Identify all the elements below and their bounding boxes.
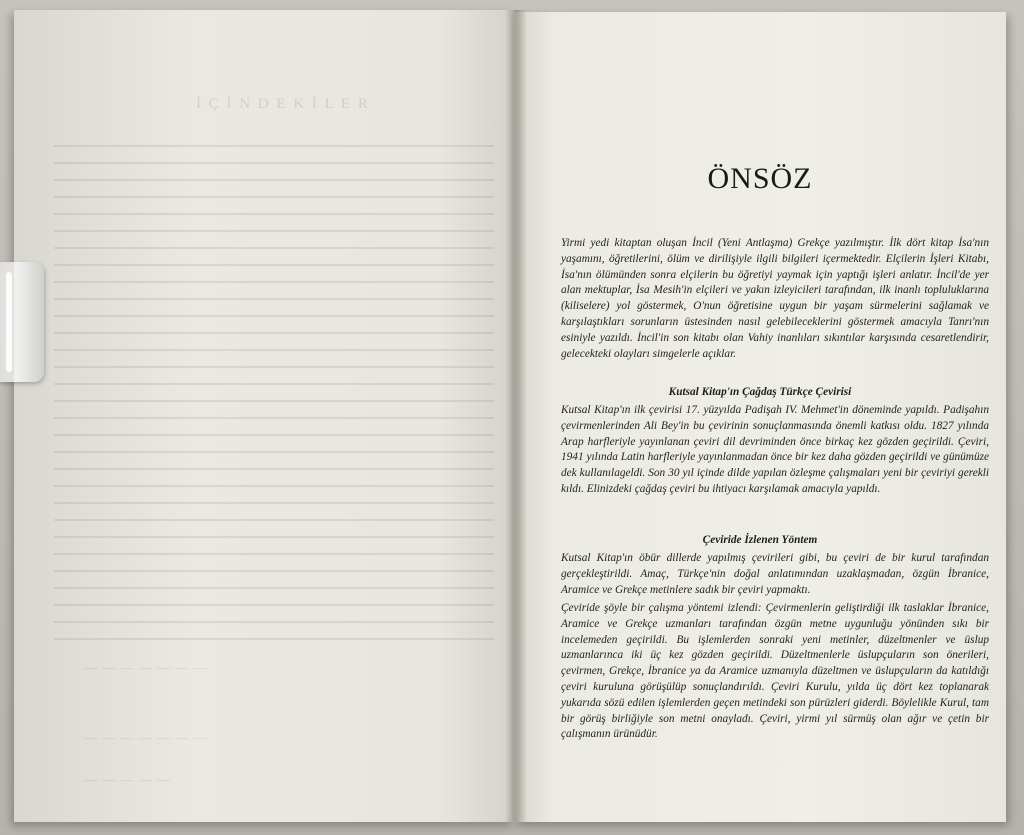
book-gutter <box>505 10 527 822</box>
right-page <box>514 12 1006 822</box>
page-clip <box>0 262 44 382</box>
page-title: ÖNSÖZ <box>707 162 813 195</box>
bleed-through-footer-2: — — — — — — — <box>84 730 208 745</box>
left-page <box>14 10 514 822</box>
bleed-through-lines <box>54 130 494 640</box>
method-paragraph: Kutsal Kitap'ın öbür dillerde yapılmış çevirileri gibi, bu çeviri de bir kurul tarafından gerçekleştirildi. Amaç, Türkçe'nin doğal anlatımından uzaklaşmadan, özgün İbranice, Aramice ve Grekçe metinlere sadık bir çeviri yapmaktı. <box>561 552 989 596</box>
translation-paragraph: Kutsal Kitap'ın ilk çevirisi 17. yüzyılda Padişah IV. Mehmet'in döneminde yapıldı. Padişahın çevirmenlerinden Ali Bey'in bu çevirinin sonuçlanmasında önemli katkısı oldu. 1827 yılında Arap harfleriyle yayınlanan çeviri dil devriminden önce birkaç kez gözden geçirildi. Çeviri, 1941 yılında Latin harfleriyle yayınlanmadan önce bir kez daha gözden geçirildi ve günümüze dek kullanılageldi. Son 30 yıl içinde dilde yapılan özleşme çalışmaları yeni bir çeviriyi gerekli kıldı. Elinizdeki çağdaş çeviri bu ihtiyacı karşılamak amacıyla yapıldı. <box>561 404 989 495</box>
intro-paragraph: Yirmi yedi kitaptan oluşan İncil (Yeni Antlaşma) Grekçe yazılmıştır. İlk dört kitap İsa'nın yaşamını, öğretilerini, ölüm ve dirilişiyle ilgili bilgileri içermektedir. Elçilerin İşleri Kitabı, İsa'nın ölümünden sonra elçilerin bu öğretiyi yaymak için yaptığı işleri anlatır. İncil'de yer alan mektuplar, İsa Mesih'in elçileri ve yakın izleyicileri tarafından, ilk inanlı topluluklarına (kiliselere) yol göstermek, O'nun öğretisine uygun bir yaşam sürmelerini sağlamak ve karşılaştıkları sorunların üstesinden nasıl gelebileceklerini göstermek amacıyla Tanrı'nın esiniyle yazıldı. İncil'in son kitabı olan Vahiy inanlıları sıkıntılar karşısında cesaretlendirir, gelecekteki olayları simgelerle açıklar. <box>561 237 989 360</box>
section-heading-translation: Kutsal Kitap'ın Çağdaş Türkçe Çevirisi <box>668 386 852 398</box>
page-stack-edge <box>14 10 24 822</box>
section-heading-method: Çeviride İzlenen Yöntem <box>702 534 818 546</box>
bleed-through-footer-3: — — — — — <box>84 772 171 787</box>
bleed-through-title: İ Ç İ N D E K İ L E R <box>196 96 370 112</box>
method-detail-paragraph: Çeviride şöyle bir çalışma yöntemi izlendi: Çevirmenlerin geliştirdiği ilk taslaklar İbranice, Aramice ve Grekçe uzmanları tarafından özgün metne uygunluğu yönünden sıkı bir incelemeden geçirildi. Bu işlemlerden sonraki yeni metinler, düzeltmenler ve üslup uzmanlarınca iki üç kez gözden geçirildi. Düzeltmenlerle üslupçuların son önerileri, çevirmen, Grekçe, İbranice ya da Aramice uzmanıyla düzeltmen ve üslupçuların da katıldığı çeviri kuruluna görüşülüp sonuçlandırıldı. Çeviri Kurulu, yılda üç dört kez toplanarak yukarıda sözü edilen işlemlerden geçen metindeki son pürüzleri giderdi. Böylelikle Kurul, tam bir görüş birliğiyle son metni onayladı. Çeviri, yirmi yıl sürmüş olan ağır ve çetin bir çalışmanın ürünüdür. <box>561 602 989 741</box>
bleed-through-footer: — — — — — — — <box>84 660 208 675</box>
